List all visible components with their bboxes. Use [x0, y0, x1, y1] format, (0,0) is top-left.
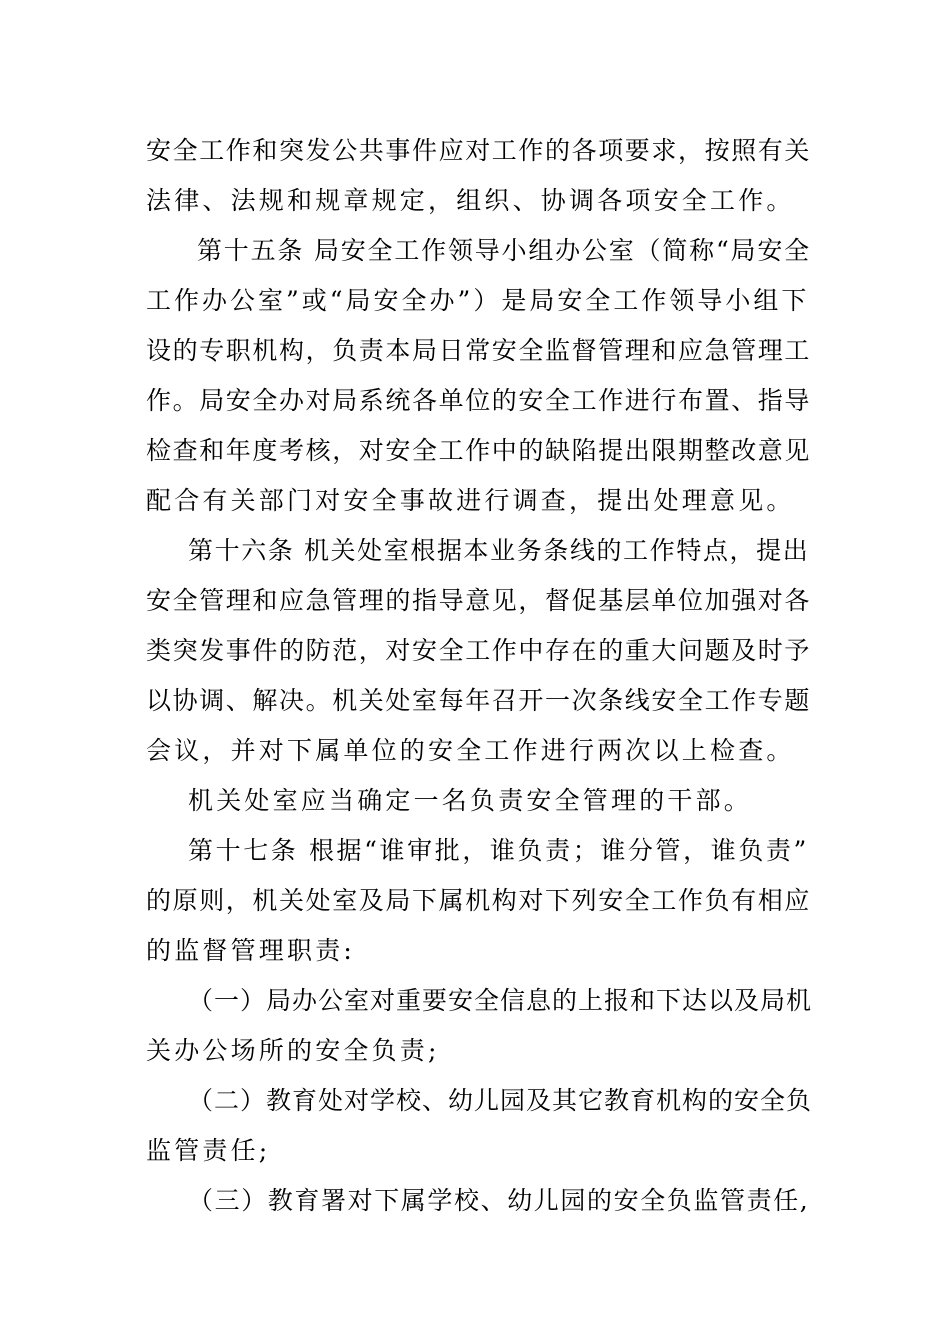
text-line: 的监督管理职责: [146, 936, 356, 965]
text-line: 监管责任; [146, 1136, 271, 1165]
article-17-heading-line: 第十七条 根据“谁审批，谁负责；谁分管，谁负责” [188, 836, 809, 865]
text-line: 会议，并对下属单位的安全工作进行两次以上检查。 [146, 736, 795, 765]
text-line: 检查和年度考核，对安全工作中的缺陷提出限期整改意见 [146, 436, 812, 465]
text-line: 法律、法规和规章规定，组织、协调各项安全工作。 [146, 186, 795, 215]
text-line: 安全工作和突发公共事件应对工作的各项要求，按照有关 [146, 136, 812, 165]
list-item-3-line: （三）教育署对下属学校、幼儿园的安全负监管责任, [188, 1186, 810, 1215]
text-line: 关办公场所的安全负责; [146, 1036, 440, 1065]
list-item-1-line: （一）局办公室对重要安全信息的上报和下达以及局机 [188, 986, 813, 1015]
text-line: 的原则，机关处室及局下属机构对下列安全工作负有相应 [146, 886, 812, 915]
article-16-heading-line: 第十六条 机关处室根据本业务条线的工作特点，提出 [188, 536, 810, 565]
text-line: 工作办公室”或“局安全办”）是局安全工作领导小组下 [146, 286, 810, 315]
paragraph-line: 机关处室应当确定一名负责安全管理的干部。 [188, 786, 753, 815]
text-line: 设的专职机构，负责本局日常安全监督管理和应急管理工 [146, 336, 812, 365]
text-line: 以协调、解决。机关处室每年召开一次条线安全工作专题 [146, 686, 812, 715]
text-line: 类突发事件的防范，对安全工作中存在的重大问题及时予 [146, 636, 812, 665]
text-line: 安全管理和应急管理的指导意见，督促基层单位加强对各 [146, 586, 812, 615]
article-15-heading-line: 第十五条 局安全工作领导小组办公室（简称“局安全 [197, 236, 811, 265]
text-line: 配合有关部门对安全事故进行调查，提出处理意见。 [146, 486, 795, 515]
list-item-2-line: （二）教育处对学校、幼儿园及其它教育机构的安全负 [188, 1086, 813, 1115]
text-line: 作。局安全办对局系统各单位的安全工作进行布置、指导 [146, 386, 812, 415]
